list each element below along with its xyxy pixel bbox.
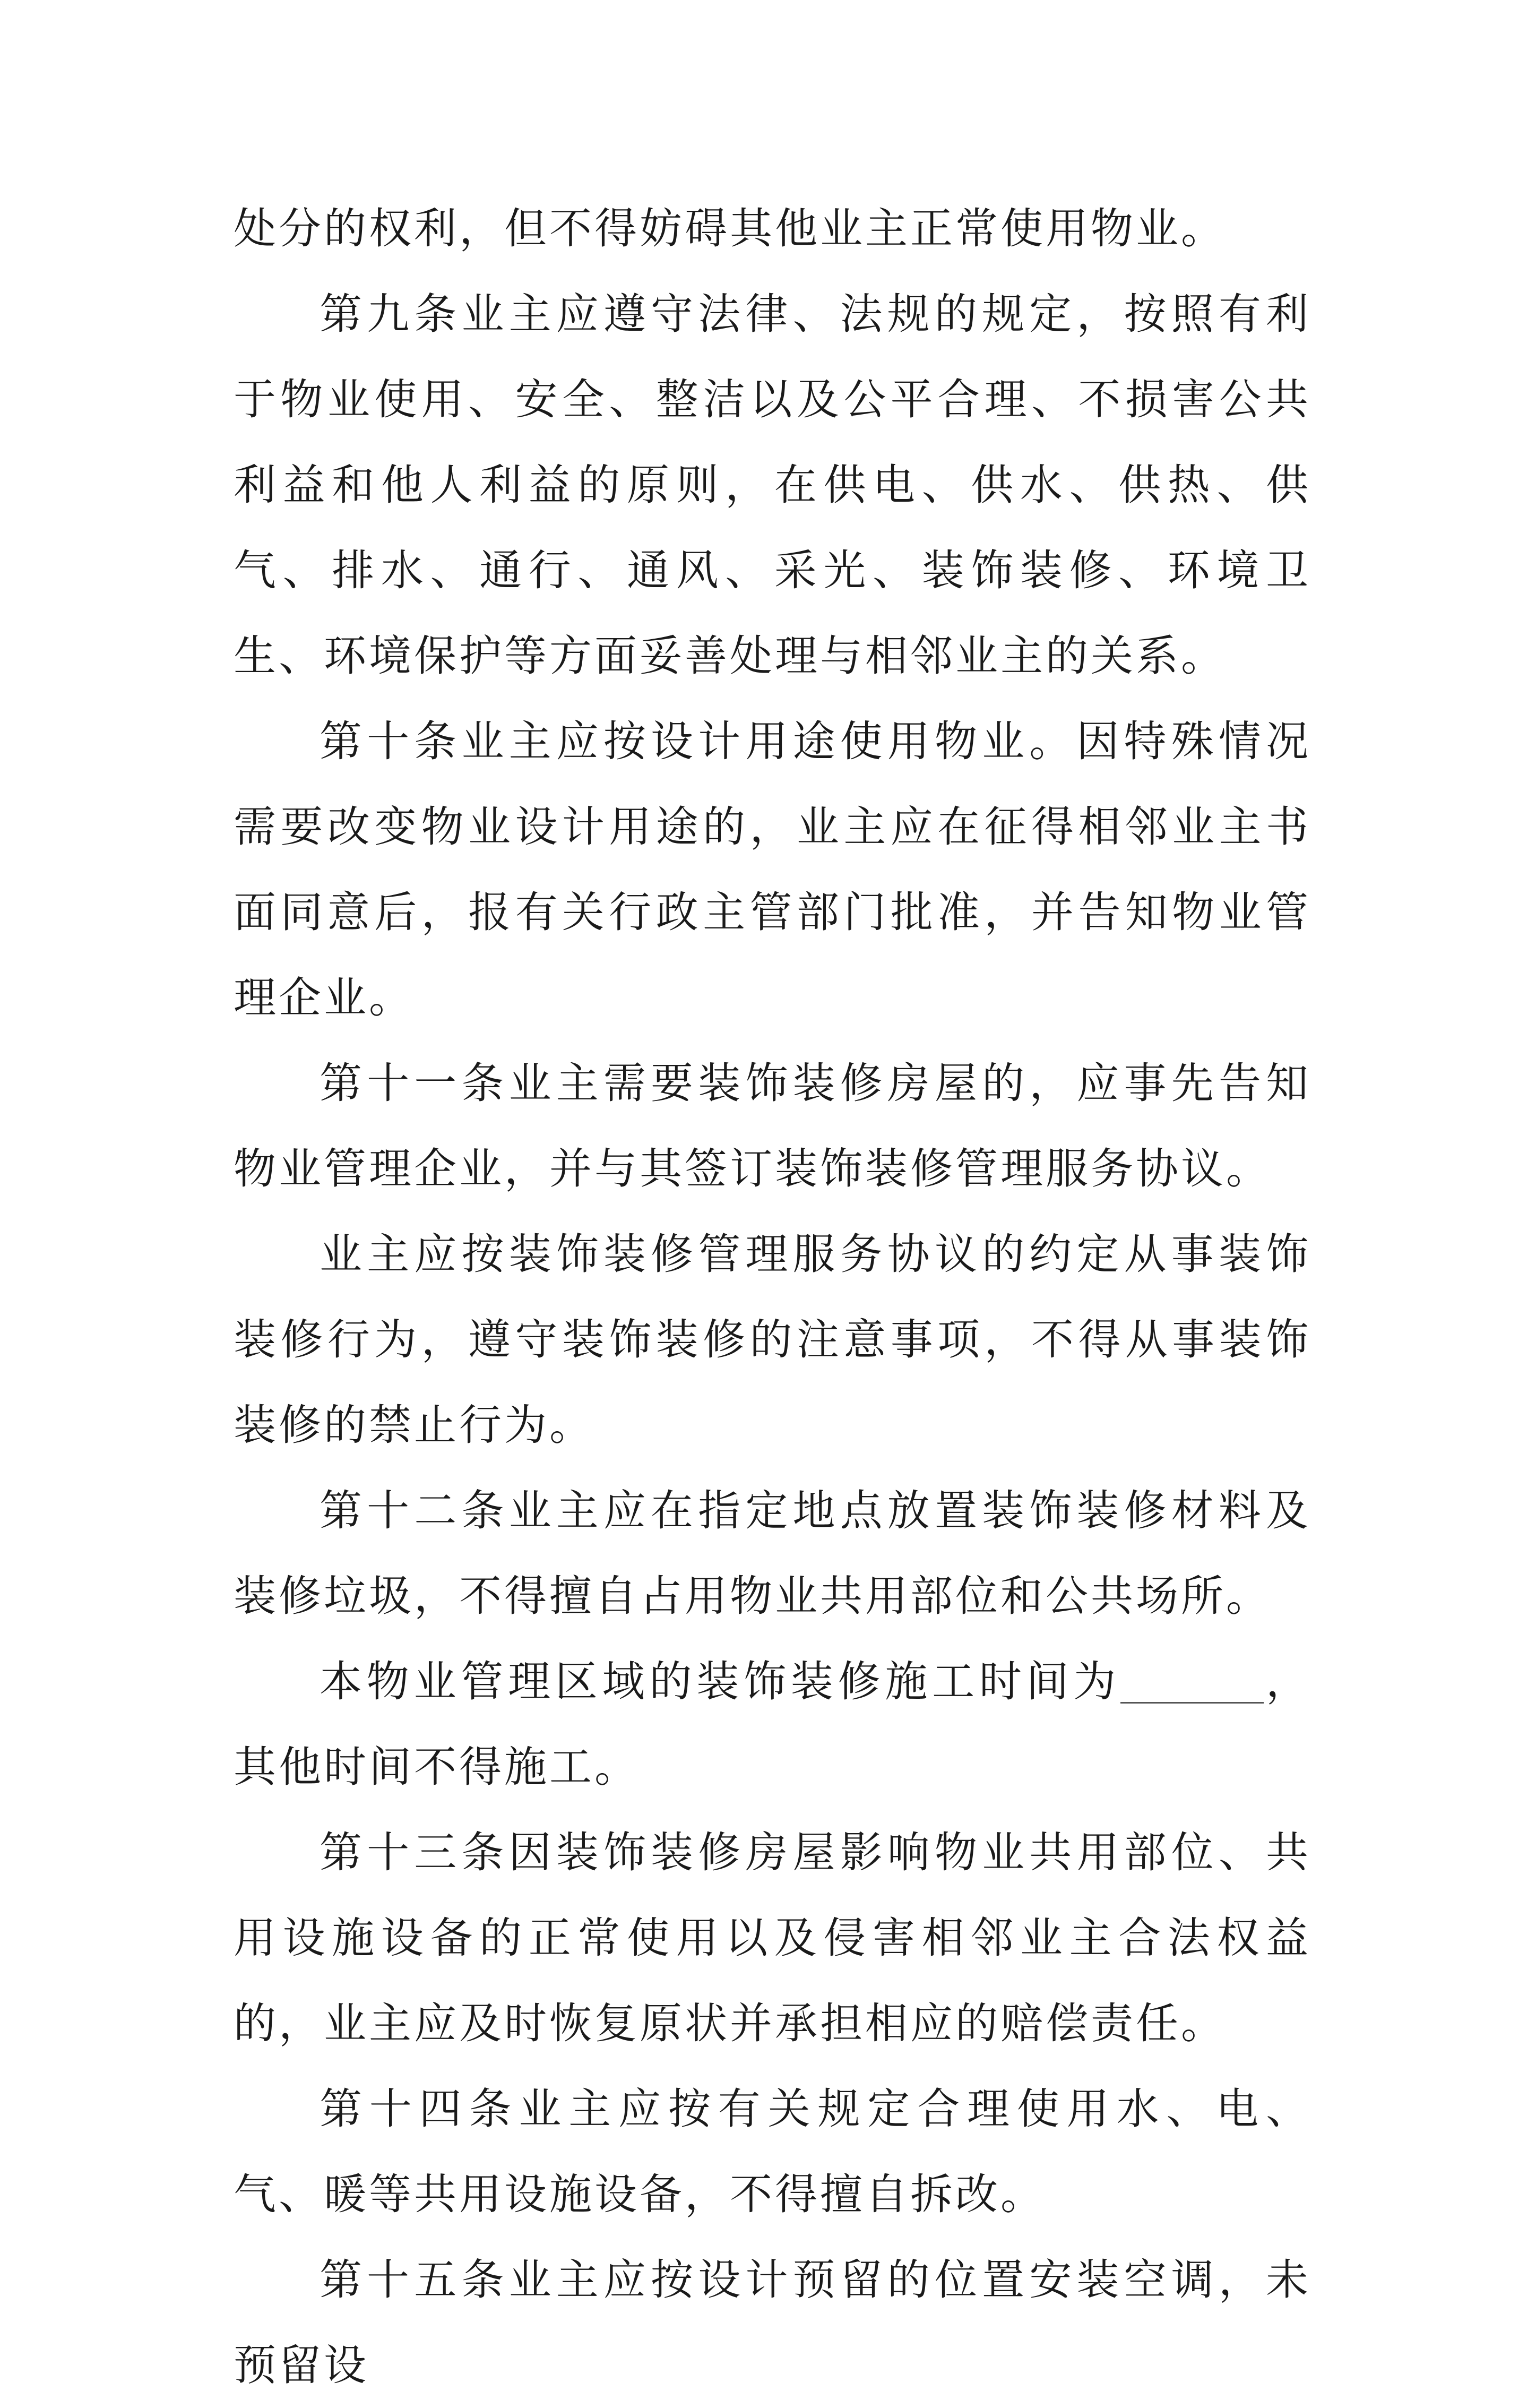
paragraph-text-after-blank: ，其他时间不得施工。 <box>234 1657 1311 1792</box>
article-11-paragraph: 第十一条业主需要装饰装修房屋的，应事先告知物业管理企业，并与其签订装饰装修管理服务协议。 <box>234 1059 1311 1193</box>
article-15-paragraph: 第十五条业主应按设计预留的位置安装空调，未预留设 <box>234 2255 1311 2390</box>
paragraph: 处分的权利，但不得妨碍其他业主正常使用物业。 <box>234 204 1226 253</box>
article-13-paragraph: 第十三条因装饰装修房屋影响物业共用部位、共用设施设备的正常使用以及侵害相邻业主合法权益的，业主应及时恢复原状并承担相应的赔偿责任。 <box>234 1828 1311 2048</box>
document-body <box>234 186 1311 2408</box>
construction-time-paragraph <box>234 1639 1311 1810</box>
paragraph: 业主应按装饰装修管理服务协议的约定从事装饰装修行为，遵守装饰装修的注意事项，不得从事装饰装修的禁止行为。 <box>234 1229 1311 1450</box>
article-10-paragraph: 第十条业主应按设计用途使用物业。因特殊情况需要改变物业设计用途的，业主应在征得相邻业主书面同意后，报有关行政主管部门批准，并告知物业管理企业。 <box>234 717 1311 1022</box>
article-9-paragraph: 第九条业主应遵守法律、法规的规定，按照有利于物业使用、安全、整洁以及公平合理、不损害公共利益和他人利益的原则，在供电、供水、供热、供气、排水、通行、通风、采光、装饰装修、环境卫生、环境保护等方面妥善处理与相邻业主的关系。 <box>234 289 1311 681</box>
article-12-paragraph: 第十二条业主应在指定地点放置装饰装修材料及装修垃圾，不得擅自占用物业共用部位和公共场所。 <box>234 1486 1311 1621</box>
paragraph-text-before-blank: 本物业管理区域的装饰装修施工时间为 <box>320 1657 1121 1706</box>
fill-in-blank <box>1120 1659 1264 1704</box>
article-14-paragraph: 第十四条业主应按有关规定合理使用水、电、气、暖等共用设施设备，不得擅自拆改。 <box>234 2084 1311 2219</box>
